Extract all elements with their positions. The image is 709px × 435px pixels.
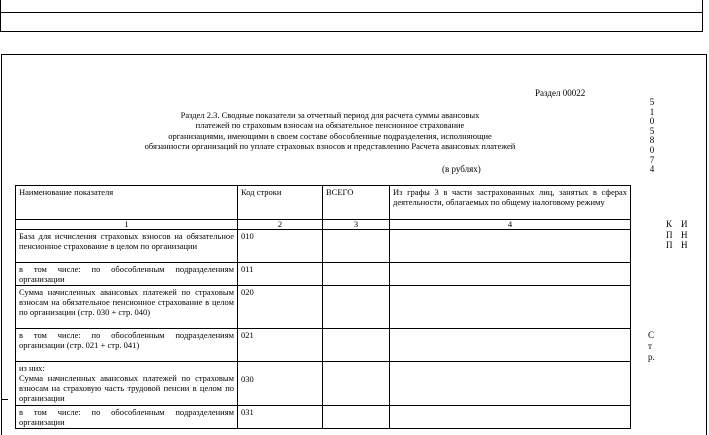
row-name: База для исчисления страховых взносов на обязательное пенсионное страхование в целом по организации	[16, 230, 238, 263]
row-total-cell[interactable]	[323, 286, 390, 329]
side-letter: Н	[681, 229, 688, 240]
row-name: Сумма начисленных авансовых платежей по страховым взносам на обязательное пенсионное страхование в целом по организации (стр. 030 + стр. 040)	[16, 286, 238, 329]
side-label-inn	[681, 219, 688, 251]
heading-line: Раздел 2.3. Сводные показатели за отчетный период для расчета суммы авансовых	[180, 110, 480, 120]
table-row	[16, 286, 631, 329]
header-total: ВСЕГО	[323, 186, 390, 220]
indicators-table	[15, 185, 631, 429]
column-number: 2	[238, 220, 323, 230]
header-col4: Из графы 3 в части застрахованных лиц, занятых в сферах деятельности, облагаемых по общему налоговому режиму	[390, 186, 631, 220]
column-number: 3	[323, 220, 390, 230]
row-total-cell[interactable]	[323, 329, 390, 362]
header-code: Код строки	[238, 186, 323, 220]
barcode-digit: 0	[649, 116, 655, 127]
barcode-digit: 0	[649, 144, 655, 155]
row-col4-cell[interactable]	[390, 230, 631, 263]
side-label-page	[648, 330, 655, 363]
row-col4-cell[interactable]	[390, 286, 631, 329]
previous-page-line	[1, 12, 702, 13]
column-number: 4	[390, 220, 631, 230]
row-name: в том числе: по обособленным подразделениям организации (стр. 021 + стр. 041)	[16, 329, 238, 362]
row-name: в том числе: по обособленным подразделениям организации	[16, 406, 238, 429]
section-code: Раздел 00022	[535, 88, 586, 98]
row-total-cell[interactable]	[323, 263, 390, 286]
table-header-row	[16, 186, 631, 220]
side-letter: т	[648, 341, 652, 351]
side-label-kpp	[666, 219, 673, 251]
header-name: Наименование показателя	[16, 186, 238, 220]
previous-page-frame	[0, 0, 703, 32]
side-letter: П	[666, 240, 673, 250]
barcode-digit: 1	[649, 106, 655, 117]
side-letter: П	[666, 229, 673, 240]
barcode-digit: 7	[649, 154, 655, 165]
table-row	[16, 362, 631, 406]
table-row	[16, 406, 631, 429]
barcode-digit: 5	[649, 97, 655, 107]
row-total-cell[interactable]	[323, 362, 390, 406]
heading-line: платежей по страховым взносам на обязательное пенсионное страхование	[195, 120, 465, 131]
units-label: (в рублях)	[442, 164, 481, 174]
table-row	[16, 329, 631, 362]
table-row	[16, 230, 631, 263]
row-col4-cell[interactable]	[390, 263, 631, 286]
margin-tick	[2, 399, 8, 400]
row-name: в том числе: по обособленным подразделениям организации	[16, 263, 238, 286]
barcode-digit: 4	[649, 164, 655, 175]
row-total-cell[interactable]	[323, 406, 390, 429]
row-code: 020	[238, 286, 323, 329]
row-col4-cell[interactable]	[390, 362, 631, 406]
column-number-row	[16, 220, 631, 230]
barcode-digit: 8	[649, 135, 655, 146]
row-name: из них: Сумма начисленных авансовых платежей по страховым взносам на страховую часть трудовой пенсии в целом по организации	[16, 362, 238, 406]
side-letter: р.	[648, 352, 655, 362]
row-col4-cell[interactable]	[390, 329, 631, 362]
row-col4-cell[interactable]	[390, 406, 631, 429]
row-code: 010	[238, 230, 323, 263]
heading-line: организациями, имеющими в своем составе обособленные подразделения, исполняющие	[168, 130, 492, 141]
barcode-digit: 5	[649, 125, 655, 136]
table-row	[16, 263, 631, 286]
side-letter: С	[648, 330, 655, 340]
column-number: 1	[16, 220, 238, 230]
row-code: 021	[238, 329, 323, 362]
row-total-cell[interactable]	[323, 230, 390, 263]
form-barcode-digits	[648, 98, 656, 175]
section-heading	[100, 110, 560, 151]
row-code: 031	[238, 406, 323, 429]
side-letter: К	[666, 219, 673, 229]
heading-line: обязанности организаций по уплате страховых взносов и представлению Расчета авансовых платежей	[144, 140, 516, 151]
row-code: 030	[238, 362, 323, 406]
side-letter: Н	[681, 240, 688, 250]
side-letter: И	[681, 219, 688, 229]
row-code: 011	[238, 263, 323, 286]
